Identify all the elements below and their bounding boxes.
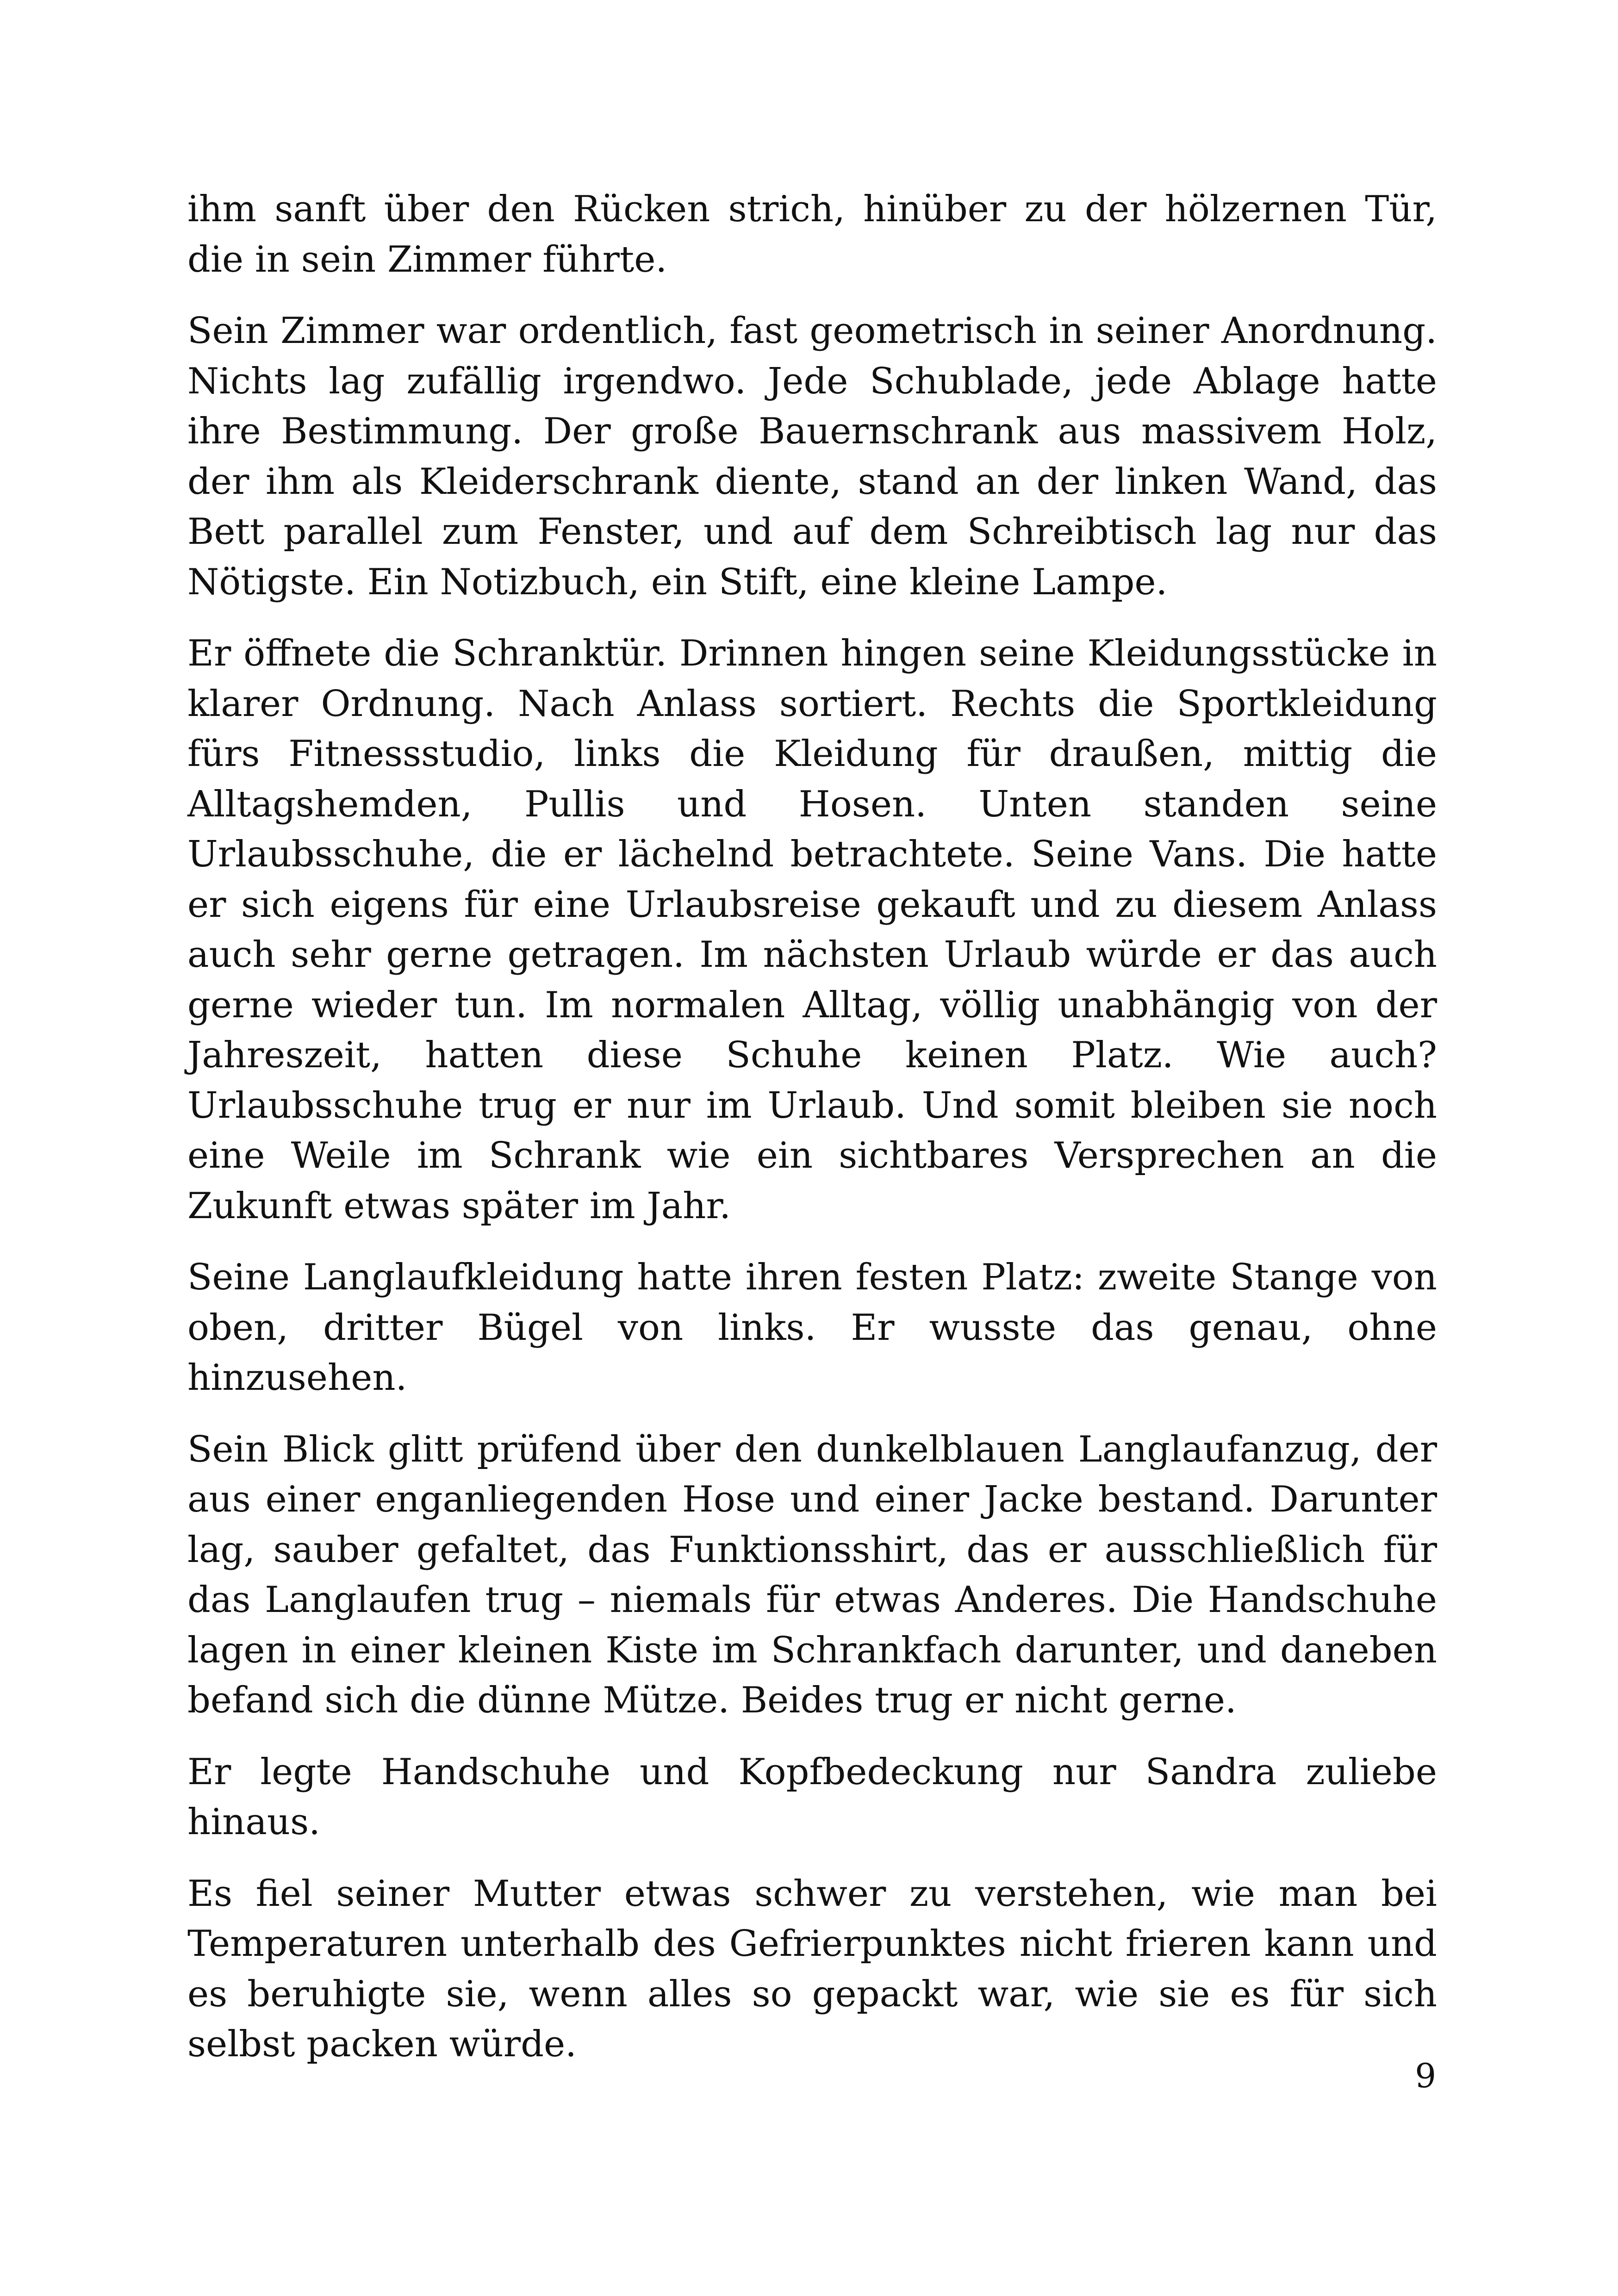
paragraph-6: Er legte Handschuhe und Kopfbedeckung nur Sandra zuliebe hinaus. [187,1751,1437,1843]
paragraph-7: Es fiel seiner Mutter etwas schwer zu verstehen, wie man bei Temperaturen unterhalb des Gefrierpunktes nicht frieren kann und es beruhigte sie, wenn alles so gepackt war, wie sie es für sich selbst packen würde. [187,1873,1437,2065]
paragraph-1: ihm sanft über den Rücken strich, hinüber zu der hölzernen Tür, die in sein Zimmer führte. [187,188,1437,280]
page-number: 9 [1415,2056,1436,2095]
body-text [187,184,1437,2091]
paragraph-2: Sein Zimmer war ordentlich, fast geometrisch in seiner Anordnung. Nichts lag zufällig irgendwo. Jede Schublade, jede Ablage hatte ihre Bestimmung. Der große Bauernschrank aus massivem Holz, der ihm als Kleiderschrank diente, stand an der linken Wand, das Bett parallel zum Fenster, und auf dem Schreibtisch lag nur das Nötigste. Ein Notizbuch, ein Stift, eine kleine Lampe. [187,310,1437,603]
paragraph-5: Sein Blick glitt prüfend über den dunkelblauen Langlaufanzug, der aus einer enganliegenden Hose und einer Jacke bestand. Darunter lag, sauber gefaltet, das Funktionsshirt, das er ausschließlich für das Langlaufen trug – niemals für etwas Anderes. Die Handschuhe lagen in einer kleinen Kiste im Schrankfach darunter, und daneben befand sich die dünne Mütze. Beides trug er nicht gerne. [187,1428,1437,1721]
paragraph-3: Er öffnete die Schranktür. Drinnen hingen seine Kleidungsstücke in klarer Ordnung. Nach Anlass sortiert. Rechts die Sportkleidung fürs Fitnessstudio, links die Kleidung für draußen, mittig die Alltagshemden, Pullis und Hosen. Unten standen seine Urlaubsschuhe, die er lächelnd betrachtete. Seine Vans. Die hatte er sich eigens für eine Urlaubsreise gekauft und zu diesem Anlass auch sehr gerne getragen. Im nächsten Urlaub würde er das auch gerne wieder tun. Im normalen Alltag, völlig unabhängig von der Jahreszeit, hatten diese Schuhe keinen Platz. Wie auch? Urlaubsschuhe trug er nur im Urlaub. Und somit bleiben sie noch eine Weile im Schrank wie ein sichtbares Versprechen an die Zukunft etwas später im Jahr. [187,633,1437,1227]
paragraph-4: Seine Langlaufkleidung hatte ihren festen Platz: zweite Stange von oben, dritter Bügel von links. Er wusste das genau, ohne hinzusehen. [187,1257,1437,1399]
